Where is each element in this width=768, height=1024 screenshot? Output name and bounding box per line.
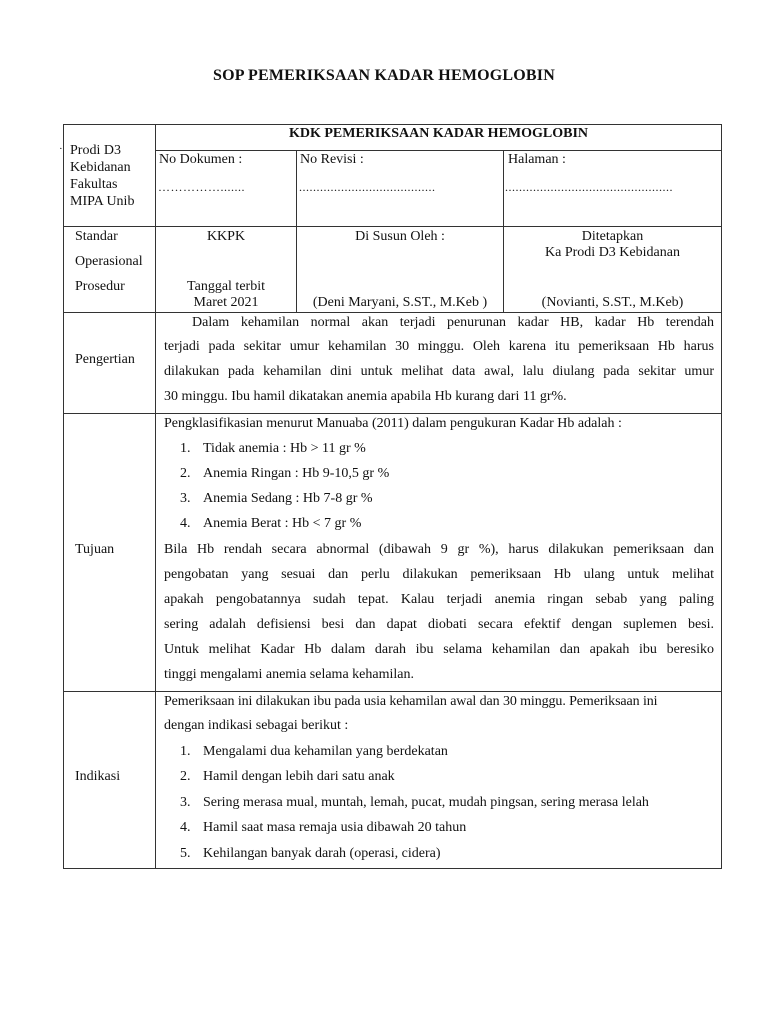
- tujuan-line-4: sering adalah defisiensi besi dan dapat diobati secara efektif dengan suplemen besi.: [164, 617, 714, 632]
- ditetapkan-name: (Novianti, S.ST., M.Keb): [541, 295, 684, 310]
- tanggal-terbit-label: Tanggal terbit: [187, 279, 265, 294]
- tujuan-item-1-num: 1.: [180, 441, 191, 456]
- tanggal-terbit-value: Maret 2021: [193, 295, 259, 310]
- disusun-name: (Deni Maryani, S.ST., M.Keb ): [312, 295, 488, 310]
- indikasi-item-1-text: Mengalami dua kehamilan yang berdekatan: [203, 744, 448, 759]
- institution-line-4: MIPA Unib: [70, 194, 135, 209]
- tujuan-intro: Pengklasifikasian menurut Manuaba (2011) dalam pengukuran Kadar Hb adalah :: [164, 416, 622, 431]
- indikasi-item-3-num: 3.: [180, 795, 191, 810]
- indikasi-item-4-num: 4.: [180, 820, 191, 835]
- indikasi-intro-line-1: Pemeriksaan ini dilakukan ibu pada usia kehamilan awal dan 30 minggu. Pemeriksaan ini: [164, 694, 658, 709]
- indikasi-intro-line-2: dengan indikasi sebagai berikut :: [164, 718, 349, 733]
- sop-label-standar: Standar: [75, 229, 118, 244]
- pengertian-label: Pengertian: [75, 352, 135, 367]
- pengertian-line-2: terjadi pada sekitar umur kehamilan 30 minggu. Oleh karena itu pemeriksaan Hb harus: [164, 339, 714, 354]
- tujuan-line-6: tinggi mengalami anemia selama kehamilan.: [164, 667, 414, 682]
- pengertian-line-4: 30 minggu. Ibu hamil dikatakan anemia apabila Hb kurang dari 11 gr%.: [164, 389, 567, 404]
- indikasi-item-1-num: 1.: [180, 744, 191, 759]
- tujuan-item-4-num: 4.: [180, 516, 191, 531]
- tujuan-item-4-text: Anemia Berat : Hb < 7 gr %: [203, 516, 362, 531]
- tujuan-line-2: pengobatan yang sesuai dan perlu dilakukan pemeriksaan Hb ulang untuk melihat: [164, 567, 714, 582]
- indikasi-item-5-num: 5.: [180, 846, 191, 861]
- no-dokumen-label: No Dokumen :: [159, 152, 243, 167]
- sop-label-prosedur: Prosedur: [75, 279, 125, 294]
- kdk-title: KDK PEMERIKSAAN KADAR HEMOGLOBIN: [288, 126, 589, 141]
- tujuan-item-3-text: Anemia Sedang : Hb 7-8 gr %: [203, 491, 373, 506]
- tujuan-item-1-text: Tidak anemia : Hb > 11 gr %: [203, 441, 366, 456]
- margin-mark: ·: [59, 143, 63, 155]
- institution-line-2: Kebidanan: [70, 160, 131, 175]
- no-dokumen-value: …………….......: [158, 180, 245, 194]
- indikasi-item-4-text: Hamil saat masa remaja usia dibawah 20 tahun: [203, 820, 467, 835]
- pengertian-line-1: Dalam kehamilan normal akan terjadi penurunan kadar HB, kadar Hb terendah: [192, 315, 714, 330]
- pengertian-line-3: dilakukan pada kehamilan dini untuk melihat data awal, lalu diulang pada sekitar umur: [164, 364, 714, 379]
- institution-line-1: Prodi D3: [70, 143, 121, 158]
- tujuan-line-5: Untuk melihat Kadar Hb dalam darah ibu selama kehamilan dan apakah ibu beresiko: [164, 642, 714, 657]
- indikasi-item-2-text: Hamil dengan lebih dari satu anak: [203, 769, 395, 784]
- tujuan-item-3-num: 3.: [180, 491, 191, 506]
- disusun-label: Di Susun Oleh :: [355, 229, 445, 244]
- tujuan-item-2-num: 2.: [180, 466, 191, 481]
- ditetapkan-label: Ditetapkan: [581, 229, 644, 244]
- halaman-value: ................................................: [505, 180, 673, 194]
- sop-label-operasional: Operasional: [75, 254, 143, 269]
- tujuan-label: Tujuan: [75, 542, 115, 557]
- page-title: SOP PEMERIKSAAN KADAR HEMOGLOBIN: [213, 67, 555, 84]
- indikasi-item-2-num: 2.: [180, 769, 191, 784]
- ditetapkan-role: Ka Prodi D3 Kebidanan: [545, 245, 680, 260]
- indikasi-item-5-text: Kehilangan banyak darah (operasi, cidera): [203, 846, 441, 861]
- tujuan-line-3: apakah pengobatannya sudah tepat. Kalau terjadi anemia ringan sebab yang paling: [164, 592, 714, 607]
- indikasi-label: Indikasi: [75, 769, 121, 784]
- indikasi-item-3-text: Sering merasa mual, muntah, lemah, pucat, mudah pingsan, sering merasa lelah: [203, 795, 649, 810]
- no-revisi-label: No Revisi :: [300, 152, 364, 167]
- halaman-label: Halaman :: [508, 152, 566, 167]
- kkpk-label: KKPK: [206, 229, 246, 244]
- tujuan-line-1: Bila Hb rendah secara abnormal (dibawah 9 gr %), harus dilakukan pemeriksaan dan: [164, 542, 714, 557]
- institution-line-3: Fakultas: [70, 177, 118, 192]
- no-revisi-value: .......................................: [299, 180, 436, 194]
- tujuan-item-2-text: Anemia Ringan : Hb 9-10,5 gr %: [203, 466, 390, 481]
